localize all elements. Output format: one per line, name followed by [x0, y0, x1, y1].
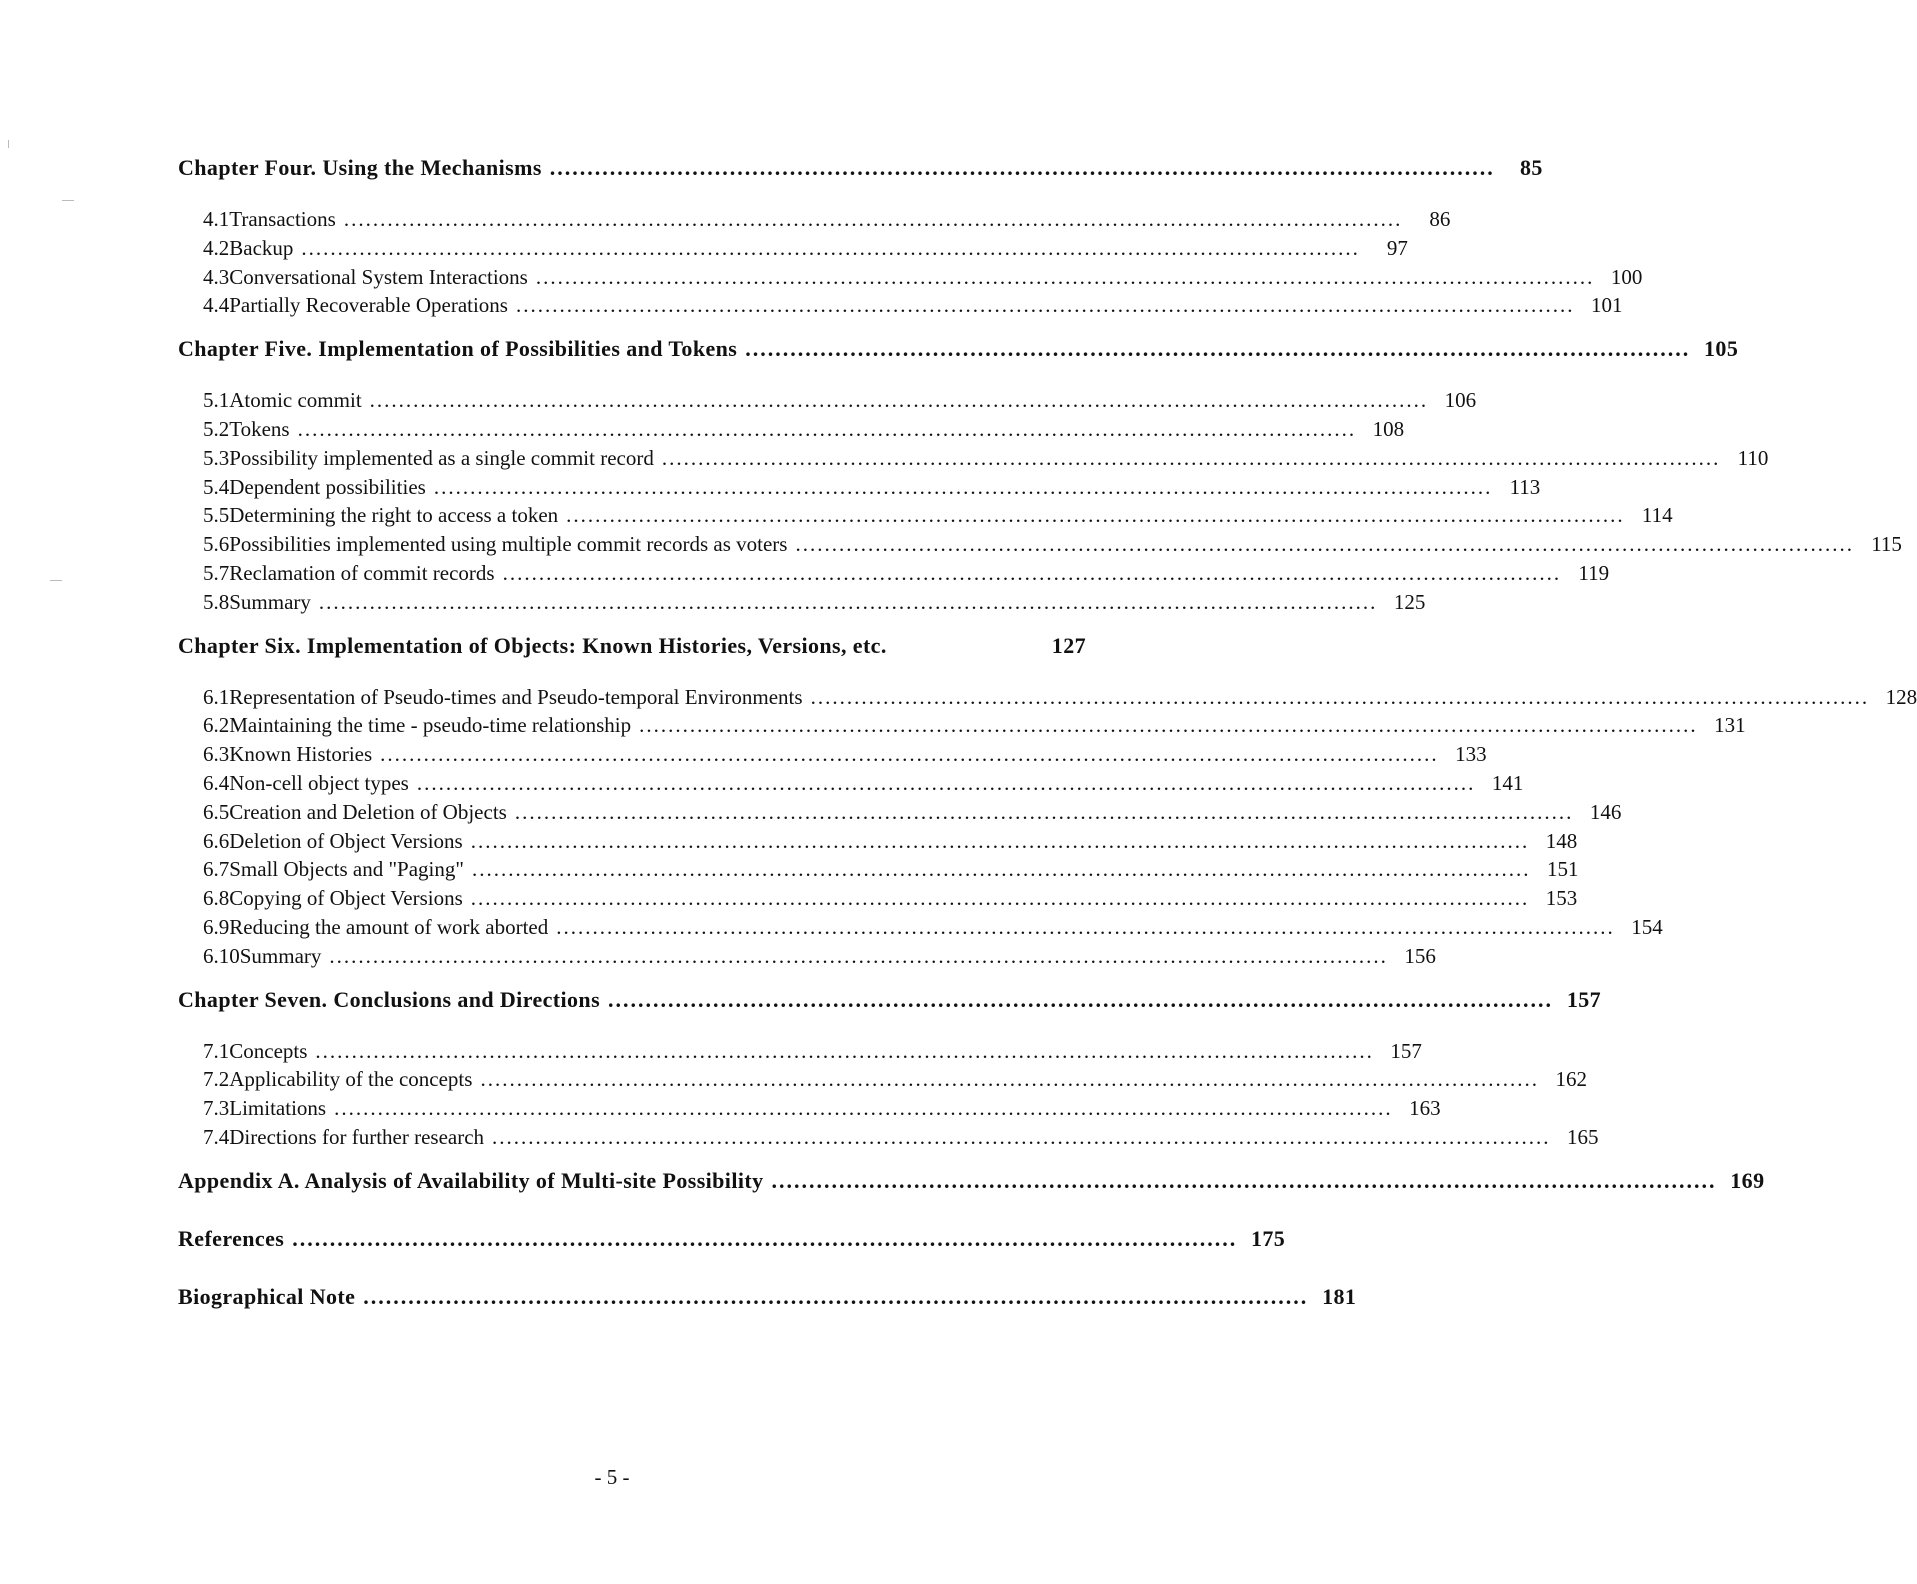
section-title: Reclamation of commit records [229, 560, 495, 585]
dot-leader: .................................................................................................................................................. [502, 560, 1562, 585]
section-title: Creation and Deletion of Objects [229, 799, 507, 824]
toc-entry[interactable] [178, 416, 1405, 446]
dot-leader: .................................................................................................................................................. [433, 474, 1493, 499]
chapter-heading[interactable] [178, 155, 1543, 189]
section-page-number: 106 [1444, 388, 1477, 413]
section-page-number: 157 [1390, 1038, 1422, 1063]
chapter-heading[interactable] [178, 632, 1086, 667]
appendix-heading[interactable] [178, 1167, 1765, 1202]
references-heading[interactable] [178, 1225, 1286, 1260]
biographical-note-heading[interactable] [178, 1283, 1357, 1318]
section-list [178, 388, 1902, 618]
dot-leader: .................................................................................................................................................. [315, 1038, 1374, 1063]
dot-leader: .............................................................................................................................. [549, 155, 1495, 180]
section-number: 6.7 [203, 857, 230, 882]
chapter-heading[interactable] [178, 986, 1602, 1021]
dot-leader: .................................................................................................................................................. [556, 914, 1615, 939]
section-page-number: 154 [1631, 914, 1663, 939]
dot-leader: .................................................................................................................................................. [470, 886, 1530, 911]
dot-leader: .................................................................................................................................................. [334, 1096, 1393, 1121]
section-page-number: 141 [1491, 770, 1524, 795]
section-page-number: 86 [1429, 207, 1451, 231]
chapter-title: Chapter Five. Implementation of Possibilities and Tokens [178, 336, 738, 362]
section-number: 7.4 [203, 1124, 230, 1149]
section-title: Concepts [229, 1038, 308, 1063]
dot-leader: .................................................................................................................................................. [416, 770, 1476, 795]
chapter-title: Chapter Six. Implementation of Objects: Known Histories, Versions, etc. [178, 632, 887, 658]
section-number: 6.9 [203, 914, 230, 939]
section-title: Backup [229, 235, 294, 260]
scan-speck [8, 140, 9, 148]
section-page-number: 165 [1567, 1124, 1599, 1149]
section-number: 4.2 [203, 235, 230, 260]
toc-entry[interactable] [178, 742, 1487, 771]
section-title: Tokens [229, 416, 290, 441]
section-number: 6.3 [203, 742, 230, 767]
section-title: Limitations [229, 1096, 327, 1121]
biographical-note-title: Biographical Note [178, 1283, 356, 1309]
chapter-title: Chapter Seven. Conclusions and Directions [178, 986, 601, 1012]
dot-leader: .................................................................................................................................................. [492, 1124, 1551, 1149]
dot-leader: .................................................................................................................................................. [380, 742, 1439, 767]
section-title: Atomic commit [229, 388, 362, 413]
section-number: 5.6 [203, 532, 230, 557]
section-page-number: 110 [1737, 445, 1769, 470]
toc-entry[interactable] [178, 388, 1477, 417]
section-title: Known Histories [229, 742, 373, 767]
section-page-number: 133 [1455, 742, 1487, 767]
dot-leader: .................................................................................................................................................. [810, 684, 1870, 709]
toc-entry[interactable] [178, 713, 1746, 742]
dot-leader: .................................................................................................................................................. [297, 416, 1357, 441]
toc-entry[interactable] [178, 1038, 1422, 1068]
toc-entry[interactable] [178, 943, 1436, 973]
chapter-page-number: 127 [1051, 632, 1086, 658]
section-number: 6.2 [203, 713, 230, 738]
section-number: 7.3 [203, 1096, 230, 1121]
toc-entry[interactable] [178, 503, 1673, 532]
dot-leader: .................................................................................................................................................. [301, 235, 1360, 260]
section-page-number: 115 [1871, 532, 1902, 557]
chapter-page-number: 157 [1566, 986, 1602, 1012]
toc-entry[interactable] [178, 770, 1524, 800]
section-page-number: 114 [1641, 503, 1673, 528]
toc-entry[interactable] [178, 857, 1579, 886]
page-footer-number: - 5 - [594, 1465, 630, 1489]
section-number: 6.10 [203, 943, 240, 968]
section-title: Summary [239, 943, 322, 968]
section-page-number: 151 [1546, 857, 1579, 882]
section-title: Determining the right to access a token [229, 503, 559, 528]
section-number: 6.1 [203, 684, 230, 709]
section-number: 5.4 [203, 474, 230, 499]
section-number: 7.2 [203, 1067, 230, 1092]
section-title: Maintaining the time - pseudo-time relationship [229, 713, 632, 738]
dot-leader: .................................................................................................................................................. [470, 828, 1530, 853]
section-list [178, 207, 1643, 322]
dot-leader: .............................................................................................................................. [292, 1225, 1238, 1251]
section-page-number: 119 [1578, 560, 1610, 585]
section-title: Dependent possibilities [229, 474, 426, 499]
section-number: 5.7 [203, 560, 230, 585]
section-number: 6.5 [203, 799, 230, 824]
toc-entry[interactable] [178, 235, 1408, 265]
toc-entry[interactable] [178, 1096, 1441, 1125]
toc-entry[interactable] [178, 474, 1541, 504]
scan-speck [50, 580, 62, 581]
section-page-number: 153 [1545, 886, 1578, 911]
section-list [178, 684, 1917, 973]
toc-entry[interactable] [178, 914, 1663, 944]
dot-leader: .................................................................................................................................................. [566, 503, 1625, 528]
section-number: 7.1 [203, 1038, 230, 1063]
dot-leader: .............................................................................................................................. [608, 986, 1554, 1012]
section-number: 5.3 [203, 445, 230, 470]
dot-leader: .................................................................................................................................................. [514, 799, 1574, 824]
toc-entry[interactable] [178, 684, 1917, 714]
section-title: Representation of Pseudo-times and Pseudo-temporal Environments [229, 684, 803, 709]
biographical-note-page-number: 181 [1322, 1283, 1357, 1309]
section-title: Directions for further research [229, 1124, 485, 1149]
section-page-number: 101 [1590, 293, 1623, 318]
section-number: 6.4 [203, 770, 230, 795]
section-title: Partially Recoverable Operations [229, 293, 508, 318]
section-title: Small Objects and "Paging" [229, 857, 464, 882]
toc-entry[interactable] [178, 293, 1623, 322]
section-title: Possibilities implemented using multiple commit records as voters [229, 532, 788, 557]
toc-entry[interactable] [178, 1124, 1599, 1154]
toc-entry[interactable] [178, 589, 1426, 619]
section-number: 4.3 [203, 264, 230, 289]
section-number: 5.8 [203, 589, 230, 614]
section-page-number: 100 [1610, 264, 1643, 289]
section-number: 5.2 [203, 416, 230, 441]
section-title: Conversational System Interactions [229, 264, 528, 289]
section-page-number: 108 [1372, 416, 1405, 441]
table-of-contents [178, 155, 1917, 1342]
section-list [178, 1038, 1599, 1154]
toc-entry[interactable] [178, 799, 1622, 829]
section-title: Applicability of the concepts [229, 1067, 473, 1092]
dot-leader: .................................................................................................................................................. [515, 293, 1575, 318]
toc-entry[interactable] [178, 532, 1902, 561]
section-title: Transactions [229, 207, 336, 231]
chapter-page-number: 85 [1519, 155, 1543, 180]
section-title: Summary [229, 589, 311, 614]
section-title: Non-cell object types [229, 770, 409, 795]
chapter-heading[interactable] [178, 336, 1739, 370]
section-number: 4.1 [203, 207, 230, 231]
dot-leader: .................................................................................................................................................. [661, 445, 1721, 470]
dot-leader: .................................................................................................................................................. [535, 264, 1595, 289]
references-page-number: 175 [1251, 1225, 1286, 1251]
section-number: 5.1 [203, 388, 230, 413]
section-page-number: 146 [1589, 799, 1622, 824]
scan-speck [62, 200, 74, 201]
appendix-page-number: 169 [1730, 1167, 1765, 1193]
toc-entry[interactable] [178, 445, 1769, 475]
section-title: Possibility implemented as a single commit record [229, 445, 654, 470]
dot-leader: .............................................................................................................................. [363, 1283, 1309, 1309]
section-page-number: 128 [1885, 684, 1917, 709]
dot-leader: .................................................................................................................................................. [639, 713, 1698, 738]
section-page-number: 148 [1545, 828, 1578, 853]
section-page-number: 156 [1404, 943, 1436, 968]
section-page-number: 163 [1409, 1096, 1441, 1121]
toc-entry[interactable] [178, 886, 1578, 915]
chapter-title: Chapter Four. Using the Mechanisms [178, 155, 542, 180]
section-number: 5.5 [203, 503, 230, 528]
toc-entry[interactable] [178, 1067, 1587, 1096]
dot-leader: .............................................................................................................................. [745, 336, 1691, 362]
section-title: Reducing the amount of work aborted [229, 914, 549, 939]
dot-leader: .................................................................................................................................................. [471, 857, 1531, 882]
section-number: 6.8 [203, 886, 230, 911]
dot-leader: .................................................................................................................................................. [318, 589, 1378, 614]
appendix-title: Appendix A. Analysis of Availability of Multi-site Possibility [178, 1167, 764, 1193]
section-title: Deletion of Object Versions [229, 828, 463, 853]
dot-leader: .............................................................................................................................. [771, 1167, 1717, 1193]
section-number: 4.4 [203, 293, 230, 318]
dot-leader: .................................................................................................................................................. [480, 1067, 1539, 1092]
chapter-page-number: 105 [1704, 336, 1739, 362]
section-page-number: 97 [1386, 235, 1408, 260]
section-page-number: 162 [1555, 1067, 1587, 1092]
toc-entry[interactable] [178, 828, 1578, 858]
dot-leader: .................................................................................................................................................. [369, 388, 1429, 413]
section-page-number: 125 [1393, 589, 1426, 614]
section-number: 6.6 [203, 828, 230, 853]
dot-leader: .................................................................................................................................................. [343, 207, 1403, 231]
dot-leader: .................................................................................................................................................. [329, 943, 1388, 968]
section-title: Copying of Object Versions [229, 886, 463, 911]
toc-entry[interactable] [178, 264, 1643, 294]
section-page-number: 131 [1714, 713, 1746, 738]
toc-entry[interactable] [178, 207, 1451, 236]
references-title: References [178, 1225, 285, 1251]
toc-entry[interactable] [178, 560, 1610, 590]
section-page-number: 113 [1509, 474, 1541, 499]
dot-leader: .................................................................................................................................................. [795, 532, 1854, 557]
